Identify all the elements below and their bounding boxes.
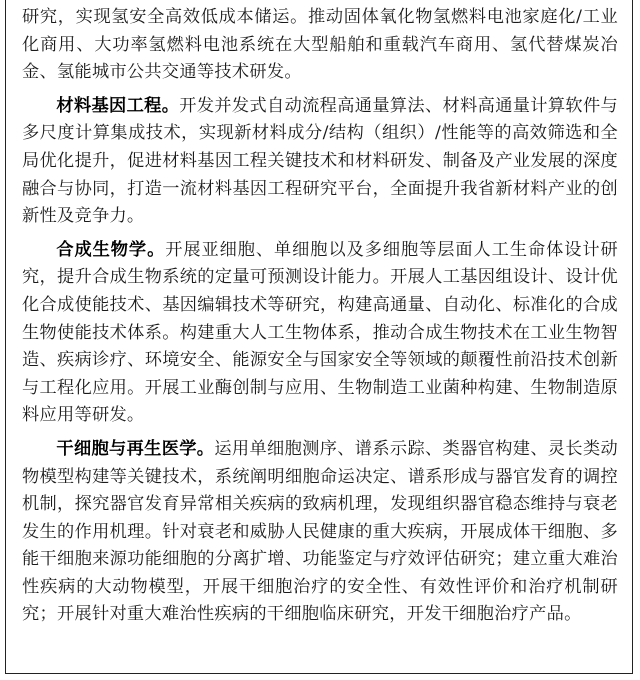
paragraph-hydrogen-continuation <box>22 4 618 87</box>
paragraph-synthetic-biology <box>22 237 618 430</box>
paragraph-heading: 干细胞与再生医学。 <box>56 438 215 459</box>
paragraph-text: 运用单细胞测序、谱系示踪、类器官构建、灵长类动物模型构建等关键技术，系统阐明细胞命运决定、谱系形成与器官发育的调控机制，探究器官发育异常相关疾病的致病机理，发现组织器官稳态维持与衰老发生的作用机理。针对衰老和威胁人民健康的重大疾病，开展成体干细胞、多能干细胞来源功能细胞的分离扩增、功能鉴定与疗效评估研究；建立重大难治性疾病的大动物模型，开展干细胞治疗的安全性、有效性评价和治疗机制研究；开展针对重大难治性疾病的干细胞临床研究，开发干细胞治疗产品。 <box>22 438 619 625</box>
paragraph-heading: 材料基因工程。 <box>56 95 180 116</box>
paragraph-text: 研究，实现氢安全高效低成本储运。推动固体氧化物氢燃料电池家庭化/工业化商用、大功率氢燃料电池系统在大型船舶和重载汽车商用、氢代替煤炭冶金、氢能城市公共交通等技术研发。 <box>22 7 618 83</box>
paragraph-heading: 合成生物学。 <box>56 239 166 260</box>
paragraph-text: 开发并发式自动流程高通量算法、材料高通量计算软件与多尺度计算集成技术，实现新材料成分/结构（组织）/性能等的高效筛选和全局优化提升，促进材料基因工程关键技术和材料研发、制备及产业发展的深度融合与协同，打造一流材料基因工程研究平台，全面提升我省新材料产业的创新性及竞争力。 <box>22 95 618 227</box>
paragraph-text: 开展亚细胞、单细胞以及多细胞等层面人工生命体设计研究，提升合成生物系统的定量可预测设计能力。开展人工基因组设计、设计优化合成使能技术、基因编辑技术等研究，构建高通量、自动化、标准化的合成生物使能技术体系。构建重大人工生物体系，推动合成生物技术在工业生物智造、疾病诊疗、环境安全、能源安全与国家安全等领域的颠覆性前沿技术创新与工程化应用。开展工业酶创制与应用、生物制造工业菌种构建、生物制造原料应用等研发。 <box>22 239 618 426</box>
paragraph-materials-genome <box>22 93 618 231</box>
document-body <box>22 4 618 629</box>
paragraph-stem-cell <box>22 436 618 629</box>
